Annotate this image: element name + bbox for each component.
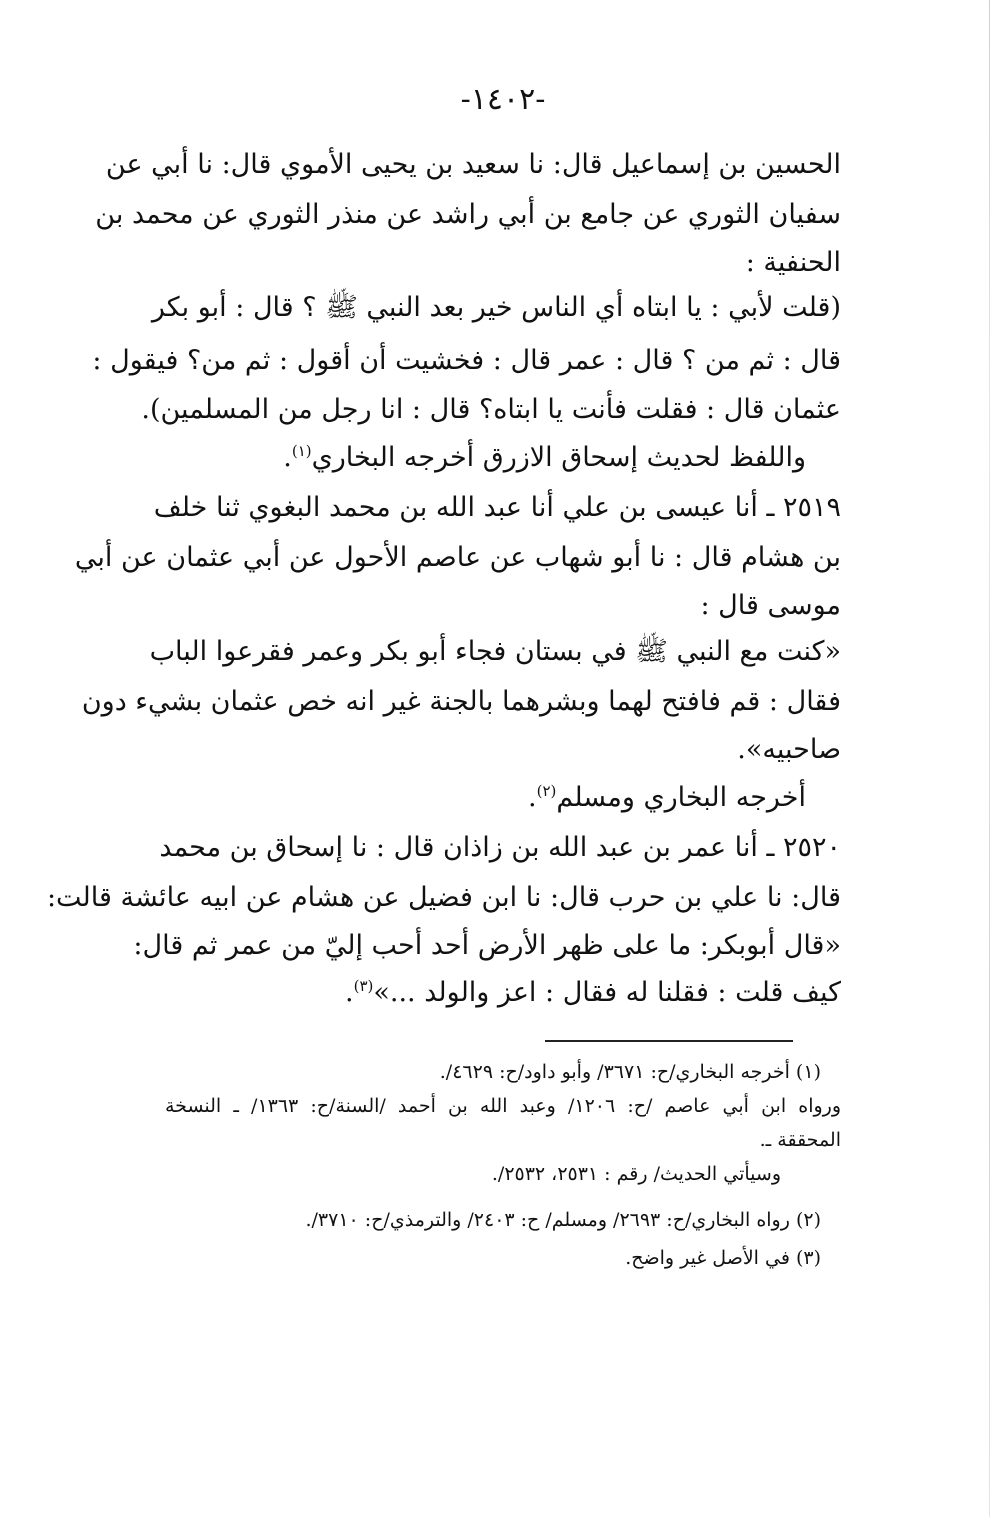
text-line: الحسين بن إسماعيل قال: نا سعيد بن يحيى الأموي قال: نا أبي عن <box>105 149 841 180</box>
text-line-body: واللفظ لحديث إسحاق الازرق أخرجه البخاري <box>311 442 806 473</box>
footnote-line: (٢) رواه البخاري/ح: ٢٦٩٣/ ومسلم/ ح: ٢٤٠٣/ والترمذي/ح: ٣٧١٠/. <box>305 1209 821 1231</box>
text-line: قال: نا علي بن حرب قال: نا ابن فضيل عن هشام عن ابيه عائشة قالت: <box>46 882 841 913</box>
text-line: بن هشام قال : نا أبو شهاب عن عاصم الأحول عن أبي عثمان عن أبي <box>74 542 841 573</box>
footnote-ref-1: (١) <box>291 442 312 460</box>
line-end-dot: . <box>345 977 354 1008</box>
text-line: صاحبيه». <box>737 734 841 765</box>
footnote-line: وسيأتي الحديث/ رقم : ٢٥٣١، ٢٥٣٢/. <box>491 1163 781 1185</box>
text-line: الحنفية : <box>745 247 841 278</box>
text-line: «كنت مع النبي ﷺ في بستان فجاء أبو بكر وعمر فقرعوا الباب <box>149 636 841 667</box>
text-line: ٢٥٢٠ ـ أنا عمر بن عبد الله بن زاذان قال : نا إسحاق بن محمد <box>159 832 841 863</box>
text-line: «قال أبوبكر: ما على ظهر الأرض أحد أحب إليّ من عمر ثم قال: <box>133 930 841 961</box>
line-end-dot: . <box>283 442 292 473</box>
text-line: عثمان قال : فقلت فأنت يا ابتاه؟ قال : انا رجل من المسلمين). <box>141 394 841 425</box>
footnote-separator <box>545 1040 793 1042</box>
footnote-ref-2: (٢) <box>536 782 557 800</box>
text-line: موسى قال : <box>700 590 841 621</box>
page-edge-line <box>989 0 990 1517</box>
text-line <box>528 778 806 818</box>
footnote-ref-3: (٣) <box>353 977 374 995</box>
page-number: -١٤٠٢- <box>460 82 546 117</box>
text-line: (قلت لأبي : يا ابتاه أي الناس خير بعد النبي ﷺ ؟ قال : أبو بكر <box>151 292 841 323</box>
text-line-body: أخرجه البخاري ومسلم <box>556 782 806 813</box>
text-line <box>345 973 841 1013</box>
line-end-dot: . <box>528 782 537 813</box>
text-line: ٢٥١٩ ـ أنا عيسى بن علي أنا عبد الله بن محمد البغوي ثنا خلف <box>153 492 841 523</box>
text-line: سفيان الثوري عن جامع بن أبي راشد عن منذر الثوري عن محمد بن <box>95 199 841 230</box>
footnote-line: (١) أخرجه البخاري/ح: ٣٦٧١/ وأبو داود/ح: ٤٦٢٩/. <box>439 1061 821 1083</box>
text-line: فقال : قم فافتح لهما وبشرهما بالجنة غير انه خص عثمان بشيء دون <box>81 686 841 717</box>
footnote-line: ورواه ابن أبي عاصم /ح: ١٢٠٦/ وعبد الله بن أحمد /السنة/ح: ١٣٦٣/ ـ النسخة <box>165 1095 842 1117</box>
text-line <box>283 438 806 478</box>
text-line: قال : ثم من ؟ قال : عمر قال : فخشيت أن أقول : ثم من؟ فيقول : <box>92 345 841 376</box>
footnote-line: (٣) في الأصل غير واضح. <box>625 1247 821 1269</box>
footnote-line: المحققة ـ. <box>759 1129 841 1151</box>
text-line-body: كيف قلت : فقلنا له فقال : اعز والولد ...» <box>373 977 841 1008</box>
